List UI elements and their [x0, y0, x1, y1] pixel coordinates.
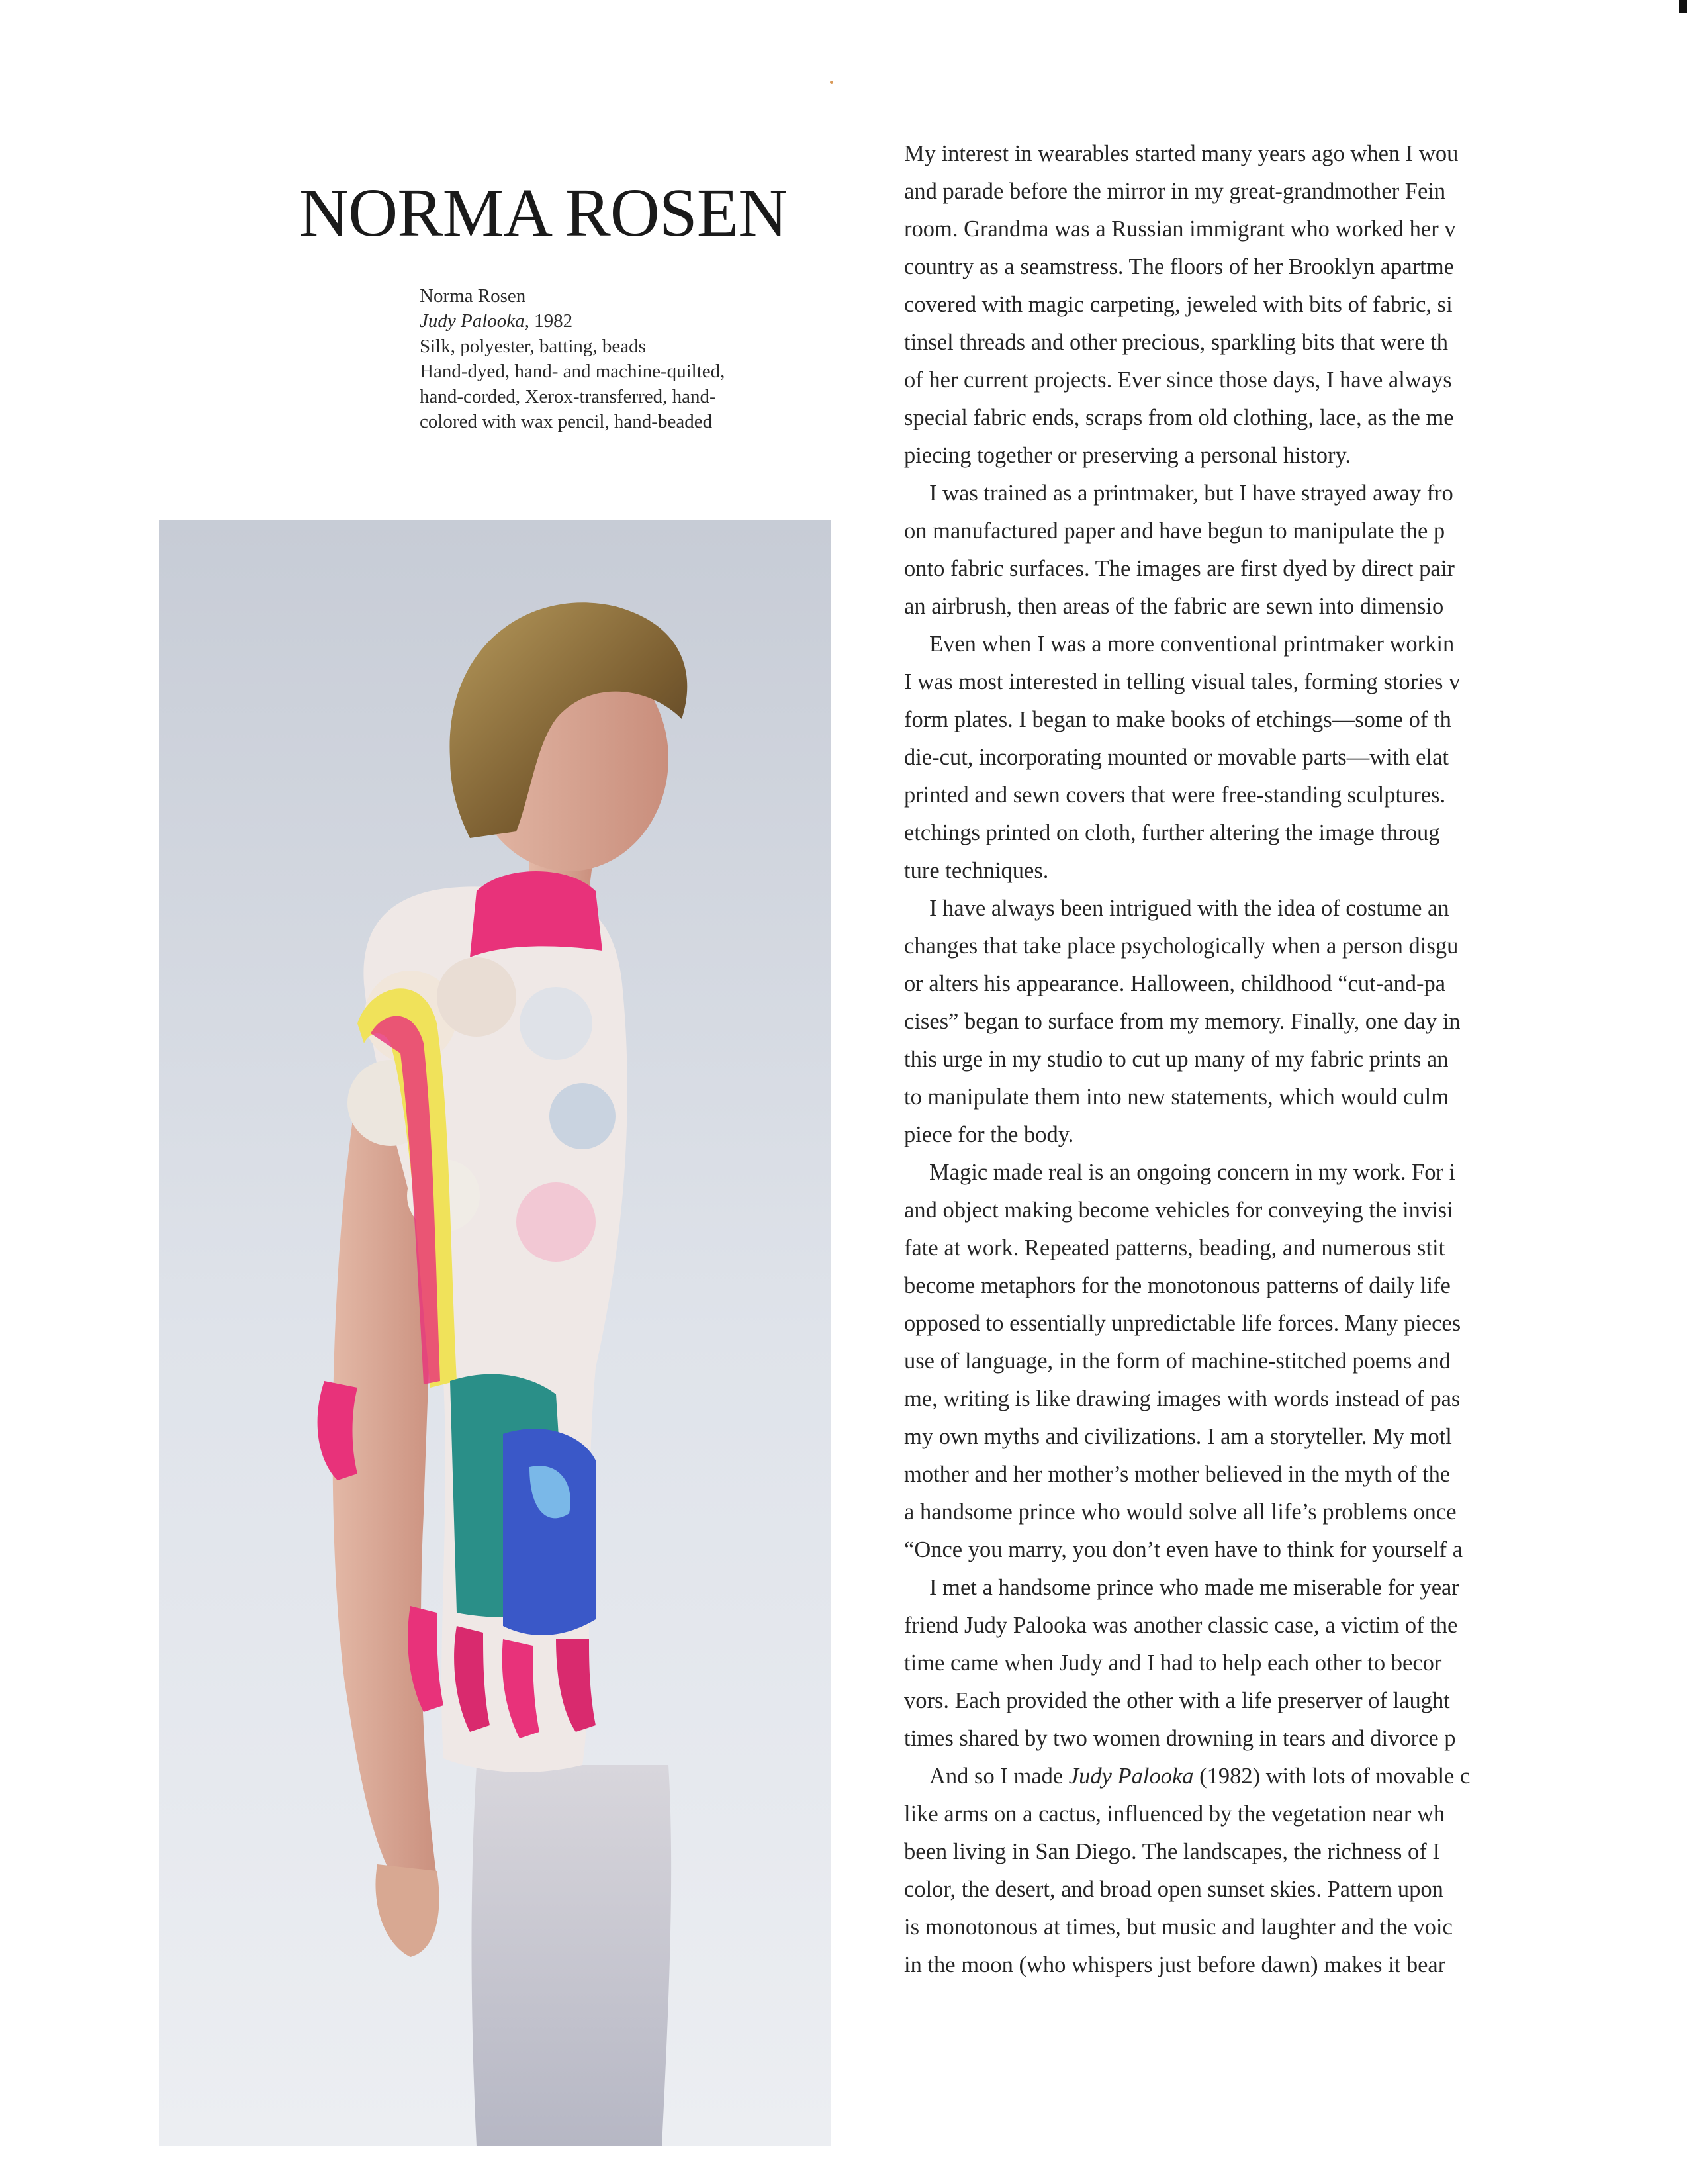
body-line: become metaphors for the monotonous patterns of daily life	[904, 1273, 1451, 1298]
scan-edge-mark	[1679, 0, 1687, 13]
body-line: color, the desert, and broad open sunset skies. Pattern upon	[904, 1877, 1443, 1902]
body-line: or alters his appearance. Halloween, childhood “cut-and-pa	[904, 971, 1446, 996]
body-line: time came when Judy and I had to help each other to becor	[904, 1650, 1442, 1676]
body-line: on manufactured paper and have begun to manipulate the p	[904, 518, 1445, 544]
artwork-photo	[159, 520, 831, 2146]
vest-blue-panel	[503, 1429, 596, 1635]
body-line: my own myths and civilizations. I am a storyteller. My motl	[904, 1424, 1452, 1449]
body-line: times shared by two women drowning in tears and divorce p	[904, 1726, 1456, 1751]
page-title: NORMA ROSEN	[299, 174, 788, 251]
caption-technique-3: colored with wax pencil, hand-beaded	[420, 411, 713, 432]
body-line: I was most interested in telling visual tales, forming stories v	[904, 669, 1461, 694]
body-last-para-title: Judy Palooka	[1068, 1764, 1194, 1789]
body-line: Magic made real is an ongoing concern in my work. For i	[929, 1160, 1456, 1185]
body-line: friend Judy Palooka was another classic case, a victim of the	[904, 1613, 1458, 1638]
vest-collar	[470, 871, 602, 957]
body-line-last-para	[904, 1758, 1687, 1795]
caption-technique-1: Hand-dyed, hand- and machine-quilted,	[420, 361, 725, 382]
body-last-para-before: And so I made	[929, 1764, 1069, 1789]
body-line: and object making become vehicles for conveying the invisi	[904, 1198, 1453, 1223]
body-line: onto fabric surfaces. The images are first dyed by direct pair	[904, 556, 1455, 581]
caption-title-line	[420, 309, 830, 334]
scan-speck	[830, 81, 833, 84]
body-line: form plates. I began to make books of etchings—some of th	[904, 707, 1451, 732]
artwork-caption	[420, 283, 830, 434]
body-line: to manipulate them into new statements, which would culm	[904, 1084, 1449, 1110]
body-line: changes that take place psychologically when a person disgu	[904, 933, 1459, 959]
body-line: printed and sewn covers that were free-standing sculptures.	[904, 783, 1446, 808]
body-line: covered with magic carpeting, jeweled with bits of fabric, si	[904, 292, 1453, 317]
body-line: ture techniques.	[904, 858, 1049, 883]
body-line: mother and her mother’s mother believed in the myth of the	[904, 1462, 1451, 1487]
body-line: I met a handsome prince who made me miserable for year	[929, 1575, 1459, 1600]
body-line: tinsel threads and other precious, sparkling bits that were th	[904, 330, 1449, 355]
article-body	[904, 135, 1687, 1977]
body-line: piecing together or preserving a personal history.	[904, 443, 1351, 468]
body-line: fate at work. Repeated patterns, beading, and numerous stit	[904, 1235, 1445, 1260]
body-line: a handsome prince who would solve all life’s problems once	[904, 1499, 1457, 1525]
body-line: this urge in my studio to cut up many of my fabric prints an	[904, 1047, 1449, 1072]
body-line: I was trained as a printmaker, but I have strayed away fro	[929, 481, 1453, 506]
body-line: of her current projects. Ever since those days, I have always	[904, 367, 1452, 393]
body-last-para-after: (1982) with lots of movable c	[1193, 1764, 1471, 1789]
body-line: like arms on a cactus, influenced by the vegetation near wh	[904, 1801, 1445, 1827]
caption-work-title: Judy Palooka	[420, 310, 525, 332]
body-line: piece for the body.	[904, 1122, 1074, 1147]
photo-illustration	[159, 520, 831, 2146]
body-line: an airbrush, then areas of the fabric are sewn into dimensio	[904, 594, 1444, 619]
body-line: opposed to essentially unpredictable life forces. Many pieces	[904, 1311, 1461, 1336]
body-line: etchings printed on cloth, further altering the image throug	[904, 820, 1440, 845]
body-line: “Once you marry, you don’t even have to think for yourself a	[904, 1537, 1463, 1562]
body-line: in the moon (who whispers just before dawn) makes it bear	[904, 1952, 1446, 1977]
body-line: die-cut, incorporating mounted or movable parts—with elat	[904, 745, 1449, 770]
figure-legs	[472, 1765, 672, 2146]
body-line: I have always been intrigued with the idea of costume an	[929, 896, 1449, 921]
body-line: special fabric ends, scraps from old clothing, lace, as the me	[904, 405, 1454, 430]
body-line: been living in San Diego. The landscapes, the richness of I	[904, 1839, 1440, 1864]
body-line: is monotonous at times, but music and laughter and the voic	[904, 1915, 1453, 1940]
body-line: cises” began to surface from my memory. Finally, one day in	[904, 1009, 1461, 1034]
caption-technique-2: hand-corded, Xerox-transferred, hand-	[420, 386, 716, 407]
body-line: My interest in wearables started many years ago when I wou	[904, 141, 1459, 166]
body-line: me, writing is like drawing images with words instead of pas	[904, 1386, 1461, 1411]
caption-materials: Silk, polyester, batting, beads	[420, 336, 646, 357]
body-line: use of language, in the form of machine-stitched poems and	[904, 1349, 1451, 1374]
body-line: Even when I was a more conventional printmaker workin	[929, 632, 1455, 657]
body-line: country as a seamstress. The floors of her Brooklyn apartme	[904, 254, 1454, 279]
caption-work-year: , 1982	[524, 310, 573, 332]
body-line: vors. Each provided the other with a life preserver of laught	[904, 1688, 1450, 1713]
caption-artist: Norma Rosen	[420, 285, 526, 307]
body-line: room. Grandma was a Russian immigrant who worked her v	[904, 216, 1456, 242]
body-line: and parade before the mirror in my great-grandmother Fein	[904, 179, 1446, 204]
